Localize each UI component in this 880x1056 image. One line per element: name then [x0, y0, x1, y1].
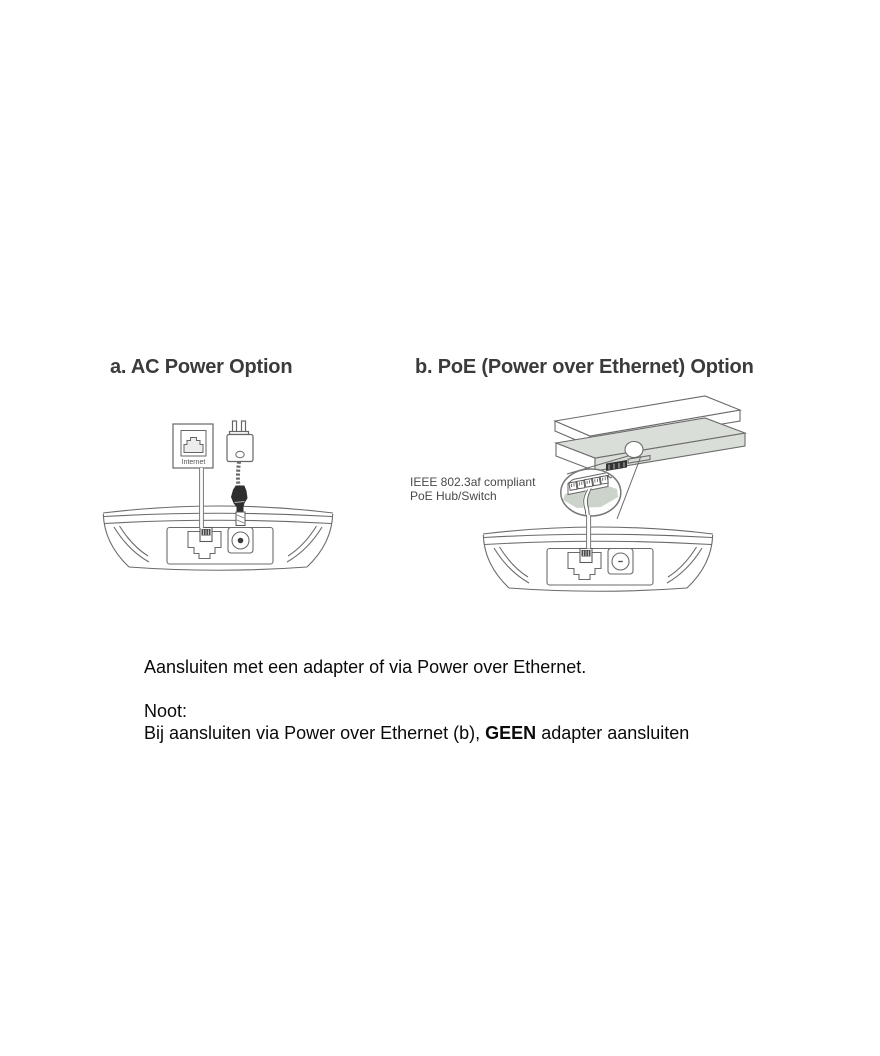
poe-switch-caption [410, 475, 535, 503]
magnifier-circle [561, 469, 621, 517]
wall-jack-label: Internet [181, 459, 206, 466]
intro-text: Aansluiten met een adapter of via Power over Ethernet. [144, 657, 587, 677]
plug-prong-icon [233, 421, 237, 432]
conference-phone-rear [103, 506, 333, 570]
ac-adapter [227, 421, 253, 462]
ethernet-cable [200, 468, 204, 528]
power-cord [238, 462, 239, 487]
diagram-ac-power [95, 395, 345, 610]
poe-switch-caption-line2: PoE Hub/Switch [410, 489, 497, 503]
poe-switch-caption-line1: IEEE 802.3af compliant [410, 475, 536, 489]
conference-phone-rear [483, 527, 713, 591]
plug-prong-icon [242, 421, 246, 432]
dc-jack-plug-tip [238, 538, 244, 544]
note-title: Noot: [144, 701, 188, 721]
note-line-prefix: Bij aansluiten via Power over Ethernet (b), [144, 723, 486, 743]
wall-jack [173, 424, 213, 468]
heading-ac-power-option: a. AC Power Option [110, 356, 293, 378]
heading-poe-option: b. PoE (Power over Ethernet) Option [415, 356, 754, 378]
note-line [144, 722, 689, 745]
magnifier-source-circle [625, 442, 643, 458]
ethernet-cable-poe [587, 515, 591, 549]
note-line-emphasis: GEEN [485, 723, 537, 743]
note-line-suffix: adapter aansluiten [536, 723, 690, 743]
